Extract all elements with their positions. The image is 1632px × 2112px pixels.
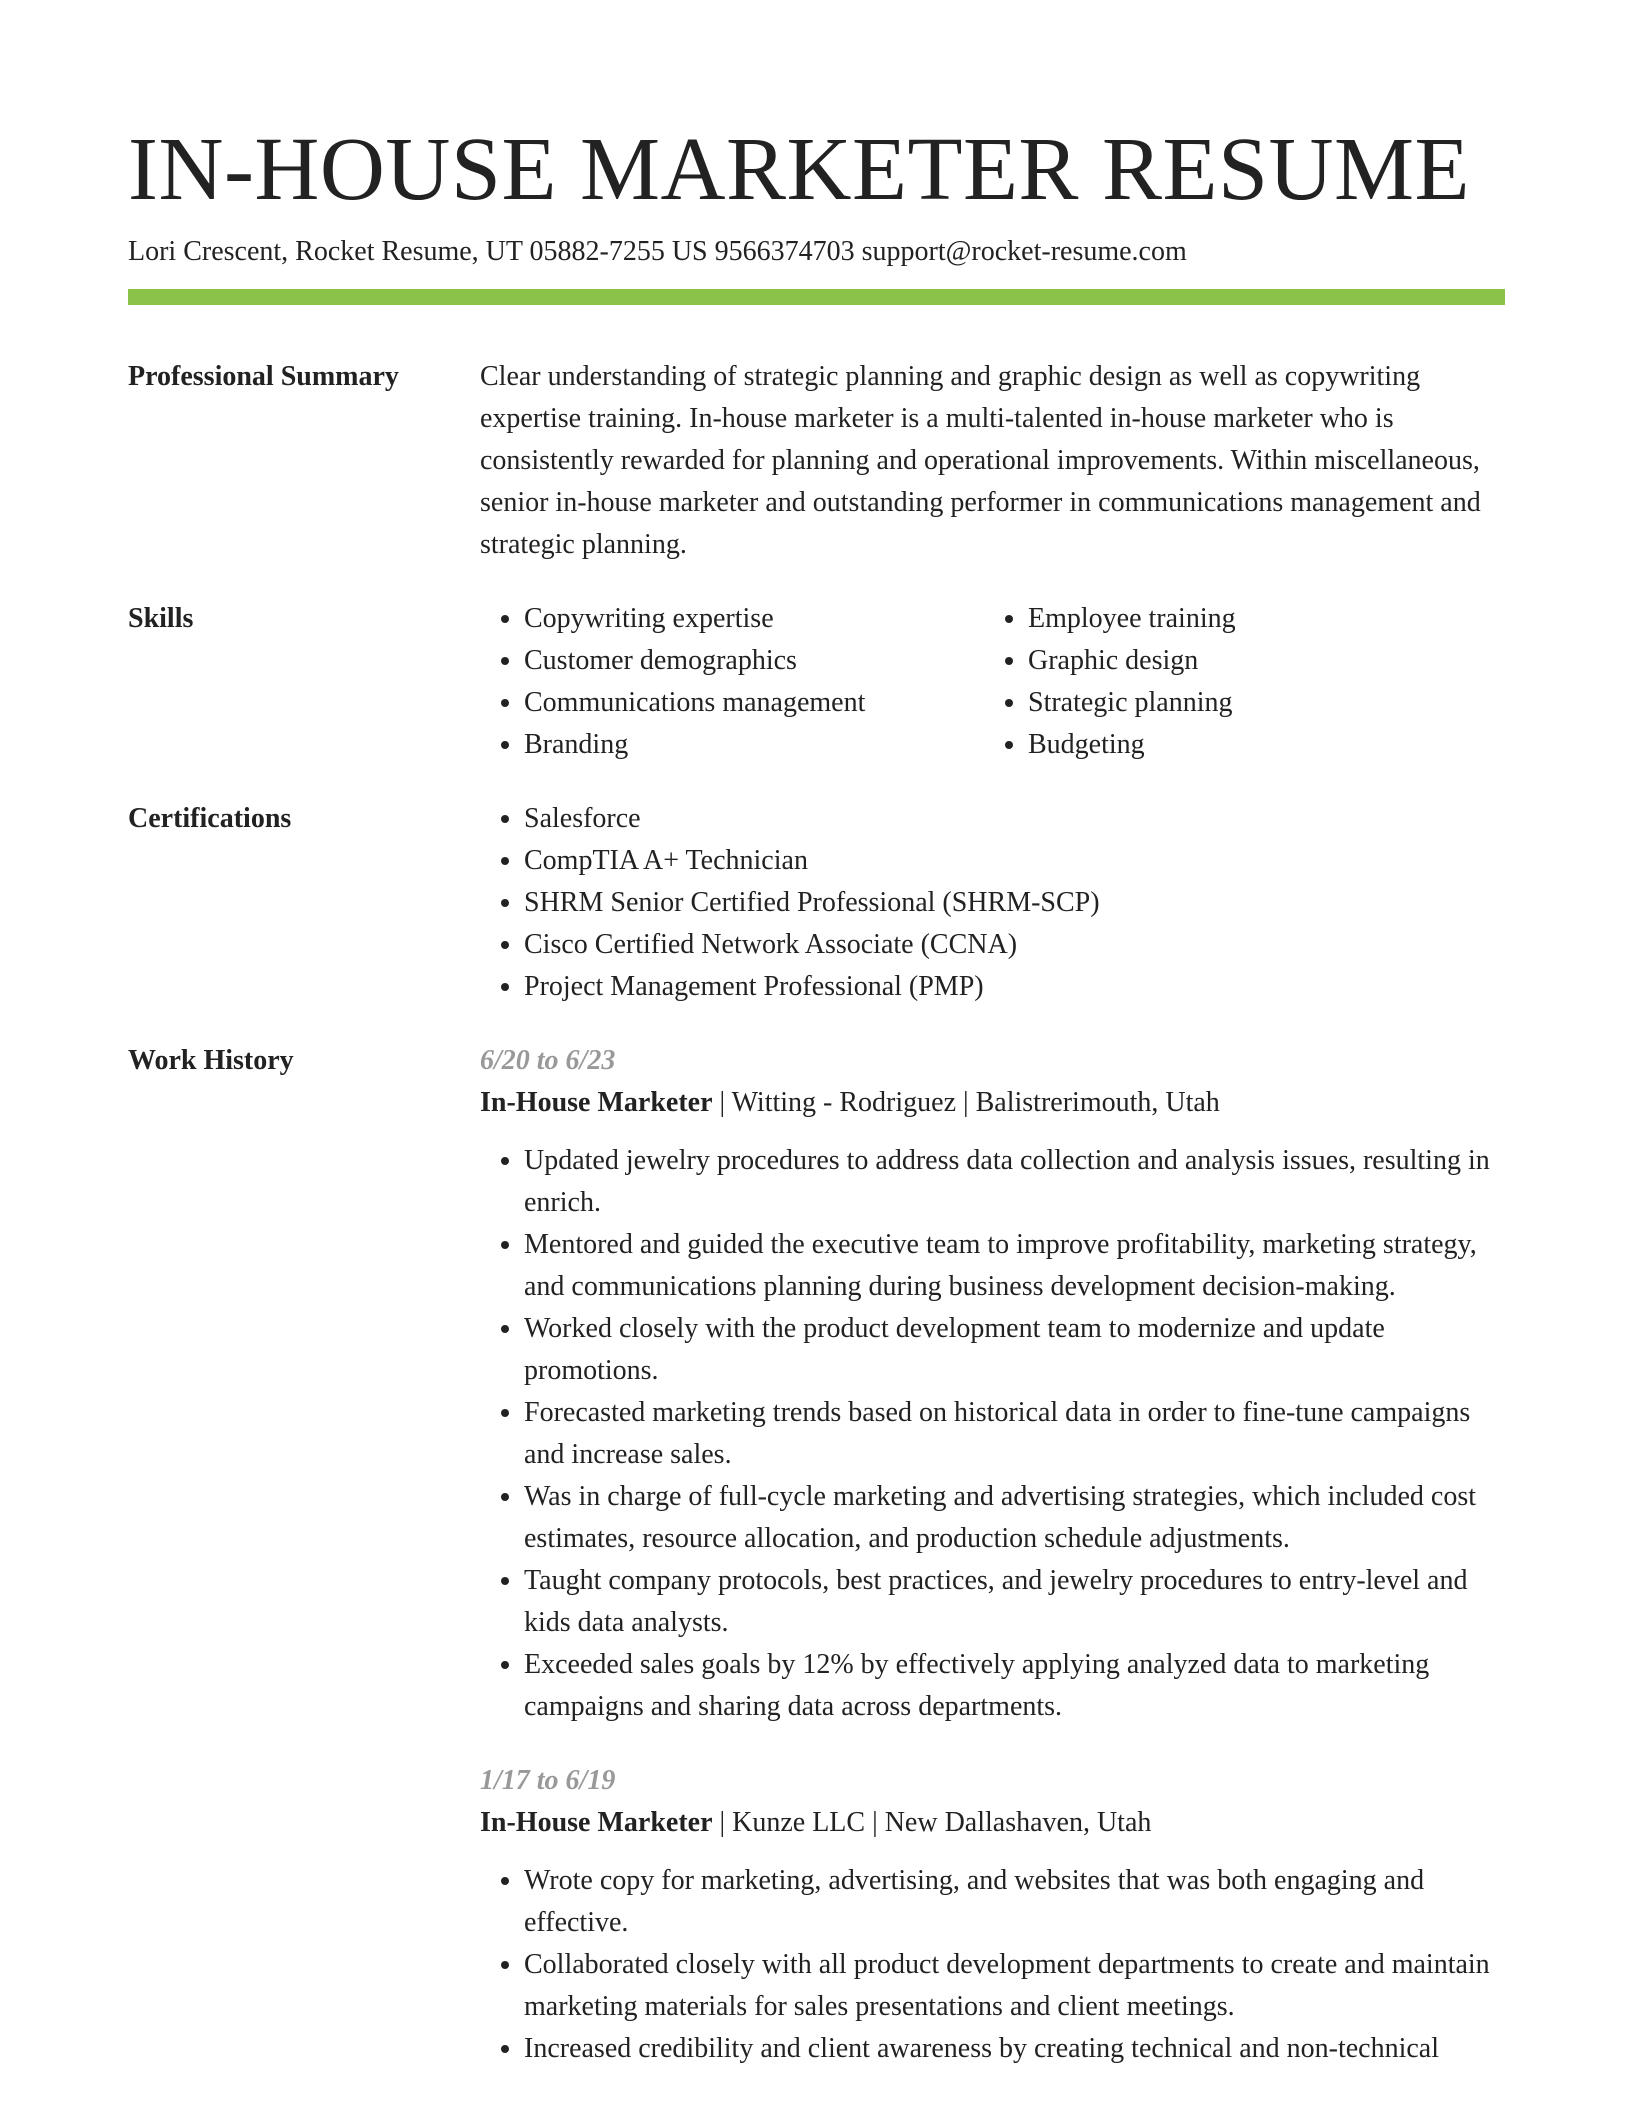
job-bullet: • Taught company protocols, best practices, and jewelry procedures to entry-level and kids data analysts. <box>524 1560 1505 1644</box>
skills-column-right <box>984 598 1384 766</box>
certification-item: • CompTIA A+ Technician <box>524 840 1505 882</box>
summary-text: Clear understanding of strategic planning and graphic design as well as copywriting expertise training. In-house marketer is a multi-talented in-house marketer who is consistently rewarded for planning and operational improvements. Within miscellaneous, senior in-house marketer and outstanding performer in communications management and strategic planning. <box>480 361 1481 560</box>
section-label-certifications: Certifications <box>128 803 292 834</box>
job-location: New Dallashaven, Utah <box>884 1807 1152 1838</box>
contact-line <box>128 234 1505 270</box>
job-title: In-House Marketer <box>480 1807 713 1838</box>
section-body-summary <box>480 356 1505 566</box>
section-certifications <box>128 798 1505 1008</box>
skills-list-left <box>480 598 984 766</box>
job-bullet: • Collaborated closely with all product development departments to create and maintain marketing materials for sales presentations and client meetings. <box>524 1944 1505 2028</box>
certifications-list <box>480 798 1505 1008</box>
job-dates: 1/17 to 6/19 <box>480 1765 616 1796</box>
header-divider <box>128 289 1505 305</box>
contact-email: support@rocket-resume.com <box>861 236 1187 267</box>
job-location: Balistrerimouth, Utah <box>975 1087 1220 1118</box>
job-header: In-House Marketer | Witting - Rodriguez | Balistrerimouth, Utah <box>480 1087 1220 1118</box>
job-entry <box>480 1760 1505 2070</box>
section-body-certifications <box>480 798 1505 1008</box>
contact-address: Lori Crescent, Rocket Resume, UT 05882-7255 US <box>128 236 708 267</box>
job-bullet: • Mentored and guided the executive team to improve profitability, marketing strategy, and communications planning during business development decision-making. <box>524 1224 1505 1308</box>
job-bullet: • Was in charge of full-cycle marketing and advertising strategies, which included cost estimates, resource allocation, and production schedule adjustments. <box>524 1476 1505 1560</box>
skill-item: • Copywriting expertise <box>524 598 984 640</box>
section-label-summary: Professional Summary <box>128 361 399 392</box>
job-bullet: • Increased credibility and client awareness by creating technical and non-technical <box>524 2028 1505 2070</box>
job-company: Witting - Rodriguez <box>731 1087 957 1118</box>
job-bullet: • Wrote copy for marketing, advertising, and websites that was both engaging and effective. <box>524 1860 1505 1944</box>
certification-item: • Cisco Certified Network Associate (CCNA) <box>524 924 1505 966</box>
section-label-skills: Skills <box>128 603 194 634</box>
section-work-history <box>128 1040 1505 2070</box>
certification-item: • SHRM Senior Certified Professional (SHRM-SCP) <box>524 882 1505 924</box>
skill-item: • Graphic design <box>1028 640 1384 682</box>
skill-item: • Communications management <box>524 682 984 724</box>
skills-grid <box>480 598 1505 766</box>
skills-column-left <box>480 598 984 766</box>
section-body-skills <box>480 598 1505 766</box>
section-skills <box>128 598 1505 766</box>
section-professional-summary <box>128 356 1505 566</box>
resume-title: IN-HOUSE MARKETER RESUME <box>128 120 1471 219</box>
skill-item: • Customer demographics <box>524 640 984 682</box>
skill-item: • Strategic planning <box>1028 682 1384 724</box>
resume-page <box>128 118 1505 2070</box>
job-bullet: • Updated jewelry procedures to address data collection and analysis issues, resulting in enrich. <box>524 1140 1505 1224</box>
job-bullet: • Forecasted marketing trends based on historical data in order to fine-tune campaigns and increase sales. <box>524 1392 1505 1476</box>
job-dates: 6/20 to 6/23 <box>480 1045 616 1076</box>
job-bullet: • Worked closely with the product development team to modernize and update promotions. <box>524 1308 1505 1392</box>
certification-item: • Project Management Professional (PMP) <box>524 966 1505 1008</box>
job-entry <box>480 1040 1505 1728</box>
job-bullets <box>480 1860 1505 2070</box>
certification-item: • Salesforce <box>524 798 1505 840</box>
job-title: In-House Marketer <box>480 1087 713 1118</box>
skill-item: • Branding <box>524 724 984 766</box>
job-header: In-House Marketer | Kunze LLC | New Dallashaven, Utah <box>480 1807 1152 1838</box>
section-body-work-history <box>480 1040 1505 2070</box>
job-bullet: • Exceeded sales goals by 12% by effectively applying analyzed data to marketing campaigns and sharing data across departments. <box>524 1644 1505 1728</box>
section-label-work-history: Work History <box>128 1045 294 1076</box>
job-company: Kunze LLC <box>732 1807 866 1838</box>
skill-item: • Budgeting <box>1028 724 1384 766</box>
skill-item: • Employee training <box>1028 598 1384 640</box>
skills-list-right <box>984 598 1384 766</box>
job-bullets <box>480 1140 1505 1728</box>
contact-phone: 9566374703 <box>714 236 855 267</box>
